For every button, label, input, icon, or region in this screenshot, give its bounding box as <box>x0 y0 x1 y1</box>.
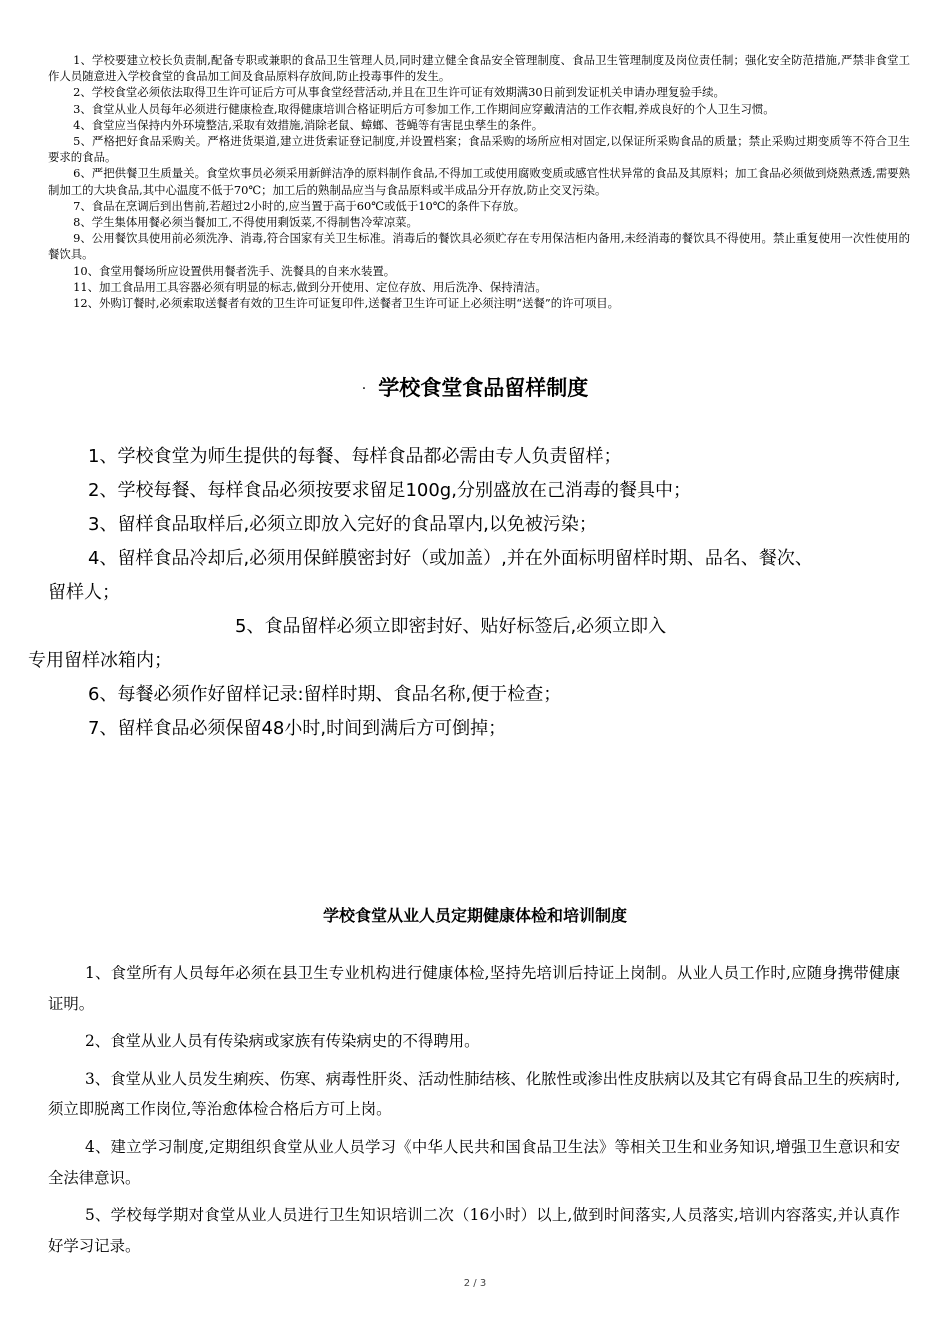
retention-line: 6、每餐必须作好留样记录:留样时期、食品名称,便于检查； <box>88 684 562 705</box>
rule-item: 1、学校要建立校长负责制,配备专职或兼职的食品卫生管理人员,同时建立健全食品安全管理制度、食品卫生管理制度及岗位责任制；强化安全防范措施,严禁非食堂工作人员随意进入学校食堂的食品加工间及食品原料存放间,防止投毒事件的发生。 <box>48 53 910 84</box>
training-item: 3、食堂从业人员发生痢疾、伤寒、病毒性肝炎、活动性肺结核、化脓性或渗出性皮肤病以及其它有碍食品卫生的疾病时,须立即脱离工作岗位,等治愈体检合格后方可上岗。 <box>48 1069 900 1119</box>
retention-line: 2、学校每餐、每样食品必须按要求留足100g,分别盛放在己消毒的餐具中； <box>88 480 691 501</box>
rule-item: 9、公用餐饮具使用前必须洗净、消毒,符合国家有关卫生标准。消毒后的餐饮具必须贮存在专用保洁柜内备用,未经消毒的餐饮具不得使用。禁止重复使用一次性使用的餐饮具。 <box>48 231 910 262</box>
training-item: 2、食堂从业人员有传染病或家族有传染病史的不得聘用。 <box>84 1032 480 1051</box>
training-item: 1、食堂所有人员每年必须在县卫生专业机构进行健康体检,坚持先培训后持证上岗制。从业人员工作时,应随身携带健康证明。 <box>48 964 900 1013</box>
rule-item: 7、食品在烹调后到出售前,若超过2小时的,应当置于高于60℃或低于10℃的条件下存放。 <box>73 198 526 213</box>
training-item: 4、建立学习制度,定期组织食堂从业人员学习《中华人民共和国食品卫生法》等相关卫生和业务知识,增强卫生意识和安全法律意识。 <box>48 1137 900 1187</box>
health-training-rules <box>48 958 900 1268</box>
canteen-hygiene-rules <box>48 52 910 311</box>
retention-line: 1、学校食堂为师生提供的每餐、每样食品都必需由专人负责留样； <box>88 446 622 467</box>
sample-retention-title <box>0 372 950 402</box>
sample-retention-rules <box>0 440 950 746</box>
retention-line: 3、留样食品取样后,必须立即放入完好的食品罩内,以免被污染； <box>88 514 597 535</box>
rule-item: 4、食堂应当保持内外环境整洁,采取有效措施,消除老鼠、蟑螂、苍蝇等有害昆虫孳生的条件。 <box>73 117 544 132</box>
rule-item: 6、严把供餐卫生质量关。食堂炊事员必须采用新鲜洁净的原料制作食品,不得加工或使用腐败变质或感官性状异常的食品及其原料；加工食品必须做到烧熟煮透,需要熟制加工的大块食品,其中心温度不低于70℃；加工后的熟制品应当与食品原料或半成品分开存放,防止交叉污染。 <box>48 166 910 197</box>
retention-line: 专用留样冰箱内； <box>28 650 172 671</box>
training-item: 5、学校每学期对食堂从业人员进行卫生知识培训二次（16小时）以上,做到时间落实,人员落实,培训内容落实,并认真作好学习记录。 <box>48 1206 900 1255</box>
rule-item: 12、外购订餐时,必须索取送餐者有效的卫生许可证复印件,送餐者卫生许可证上必须注明“送餐”的许可项目。 <box>73 296 620 311</box>
rule-item: 3、食堂从业人员每年必须进行健康检查,取得健康培训合格证明后方可参加工作,工作期间应穿戴清洁的工作衣帽,养成良好的个人卫生习惯。 <box>73 101 775 116</box>
rule-item: 8、学生集体用餐必须当餐加工,不得使用剩饭菜,不得制售冷荤凉菜。 <box>73 215 418 230</box>
retention-line: 5、食品留样必须立即密封好、贴好标签后,必须立即入 <box>235 616 667 637</box>
rule-item: 2、学校食堂必须依法取得卫生许可证后方可从事食堂经营活动,并且在卫生许可证有效期满30日前到发证机关申请办理复验手续。 <box>73 85 725 100</box>
rule-item: 5、严格把好食品采购关。严格进货渠道,建立进货索证登记制度,并设置档案；食品采购的场所应相对固定,以保证所采购食品的质量；禁止采购过期变质等不符合卫生要求的食品。 <box>48 134 910 165</box>
retention-line: 7、留样食品必须保留48小时,时间到满后方可倒掉； <box>88 718 507 739</box>
retention-line: 留样人； <box>48 582 120 603</box>
rule-item: 10、食堂用餐场所应设置供用餐者洗手、洗餐具的自来水装置。 <box>73 263 396 278</box>
page-number: 2 / 3 <box>463 1278 487 1289</box>
title-bullet: · <box>361 381 367 397</box>
retention-line: 4、留样食品冷却后,必须用保鲜膜密封好（或加盖）,并在外面标明留样时期、品名、餐次、 <box>88 548 813 569</box>
rule-item: 11、加工食品用工具容器必须有明显的标志,做到分开使用、定位存放、用后洗净、保持清洁。 <box>73 279 547 294</box>
sample-retention-title-text: 学校食堂食品留样制度 <box>378 376 589 400</box>
health-training-title: 学校食堂从业人员定期健康体检和培训制度 <box>322 906 627 925</box>
